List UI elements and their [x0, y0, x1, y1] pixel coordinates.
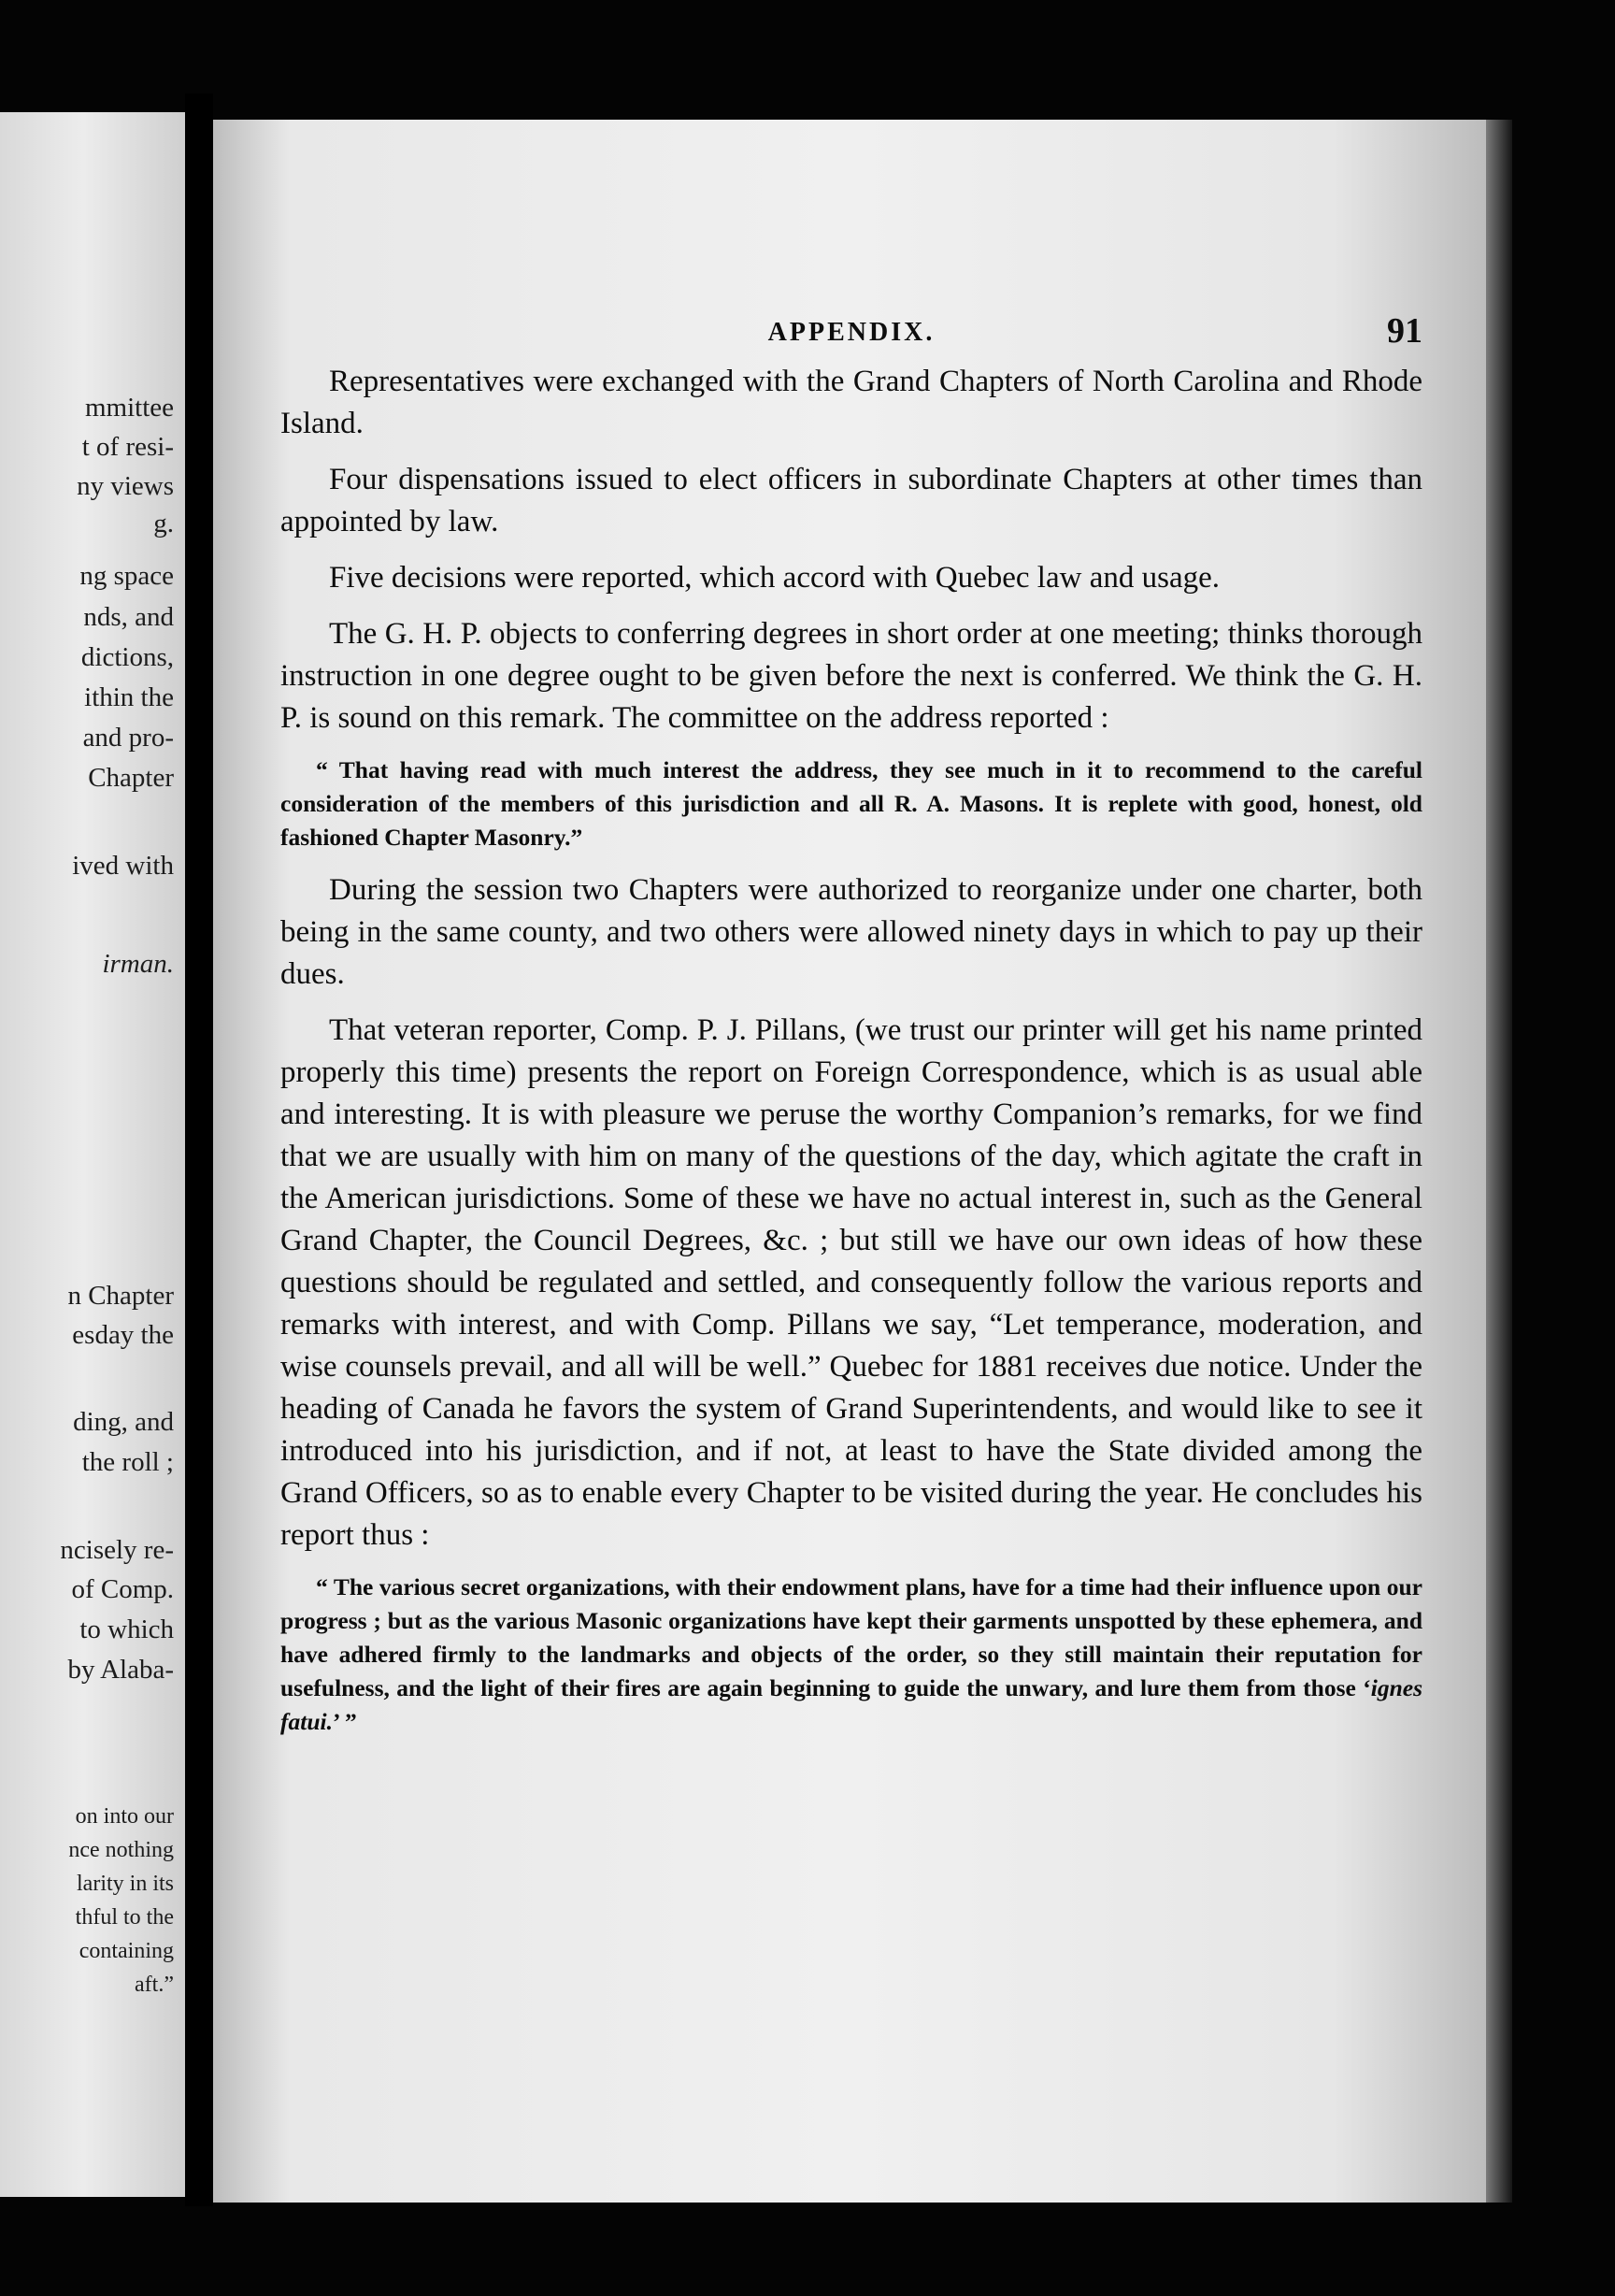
left-text-fragment: g. [153, 509, 174, 538]
left-text-fragment: irman. [102, 949, 174, 979]
left-text-fragment: t of resi- [81, 432, 174, 462]
left-text-fragment: on into our [75, 1804, 174, 1829]
block-quote [280, 1571, 1422, 1739]
left-text-fragment: larity in its [77, 1872, 174, 1896]
left-text-fragment: mmittee [84, 393, 174, 423]
paragraph: That veteran reporter, Comp. P. J. Pillans, (we trust our printer will get his name printed properly this time) presents the report on Foreign Correspondence, which is as usual able and interesting. It is with pleasure we peruse the worthy Companion’s remarks, for we find that we are usually with him on many of the questions of the day, which agitate the craft in the American jurisdictions. Some of these we have no actual interest in, such as the General Grand Chapter, the Council Degrees, &c. ; but still we have our own ideas of how these questions should be regulated and settled, and consequently follow the various reports and remarks with interest, and with Comp. Pillans we say, “Let temperance, moderation, and wise counsels prevail, and all will be well.” Quebec for 1881 receives due notice. Under the heading of Canada he favors the system of Grand Superintendents, and would like to see it introduced into his jurisdiction, and if not, at least to have the State divided among the Grand Officers, so as to enable every Chapter to be visited during the year. He concludes his report thus : [280, 1013, 1422, 1552]
page-gutter [185, 93, 213, 2206]
left-page-fragment [0, 112, 185, 2197]
paragraph: During the session two Chapters were authorized to reorganize under one charter, both being in the same county, and two others were allowed ninety days in which to pay up their dues. [280, 873, 1422, 991]
paragraph: Five decisions were reported, which accord with Quebec law and usage. [329, 561, 1220, 595]
block-quote: “ That having read with much interest the address, they see much in it to recommend to the careful consideration of the members of this jurisdiction and all R. A. Masons. It is replete with good, honest, old fashioned Chapter Masonry.” [280, 756, 1422, 851]
left-text-fragment: containing [79, 1939, 174, 1963]
left-text-fragment: Chapter [88, 763, 174, 793]
left-text-fragment: and pro- [82, 723, 174, 753]
main-page [213, 120, 1486, 2203]
paragraph: Four dispensations issued to elect officers in subordinate Chapters at other times than appointed by law. [280, 463, 1422, 538]
page-text-block [280, 307, 1422, 1754]
paragraph: The G. H. P. objects to conferring degrees in short order at one meeting; thinks thorough instruction in one degree ought to be given before the next is conferred. We think the G. H. P. is sound on this remark. The committee on the address reported : [280, 617, 1422, 735]
quote-text: ’ ” [332, 1708, 357, 1735]
quote-italic-phrase: ignes fatui. [280, 1674, 1422, 1735]
left-text-fragment: of Comp. [71, 1574, 174, 1604]
left-text-fragment: thful to the [75, 1905, 174, 1930]
left-text-fragment: ived with [72, 851, 174, 881]
running-head [280, 307, 1422, 353]
page-edge-shadow [1486, 120, 1512, 2203]
paragraph: Representatives were exchanged with the Grand Chapters of North Carolina and Rhode Island. [280, 365, 1422, 440]
quote-text: “ The various secret organizations, with their endowment plans, have for a time had their influence upon our progress ; but as the various Masonic organizations have kept their garments unspotted by these ephemera, and have adhered firmly to the landmarks and objects of the order, so they still maintain their reputation for usefulness, and the light of their fires are again beginning to guide the unwary, and lure them from those ‘ [280, 1573, 1422, 1701]
left-text-fragment: dictions, [80, 642, 174, 672]
left-text-fragment: aft.” [135, 1973, 174, 1997]
running-head-title: APPENDIX. [767, 318, 936, 347]
left-text-fragment: ny views [77, 471, 174, 501]
left-text-fragment: by Alaba- [67, 1655, 174, 1685]
left-text-fragment: nce nothing [68, 1838, 174, 1862]
left-text-fragment: ithin the [84, 682, 174, 712]
page-number: 91 [1387, 311, 1422, 351]
left-text-fragment: ncisely re- [60, 1535, 174, 1565]
left-text-fragment: ng space [79, 561, 174, 591]
left-text-fragment: esday the [72, 1320, 174, 1350]
left-text-fragment: the roll ; [81, 1447, 174, 1477]
left-text-fragment: n Chapter [67, 1281, 174, 1311]
left-text-fragment: nds, and [83, 602, 174, 632]
left-text-fragment: to which [79, 1614, 174, 1644]
left-text-fragment: ding, and [73, 1407, 174, 1437]
